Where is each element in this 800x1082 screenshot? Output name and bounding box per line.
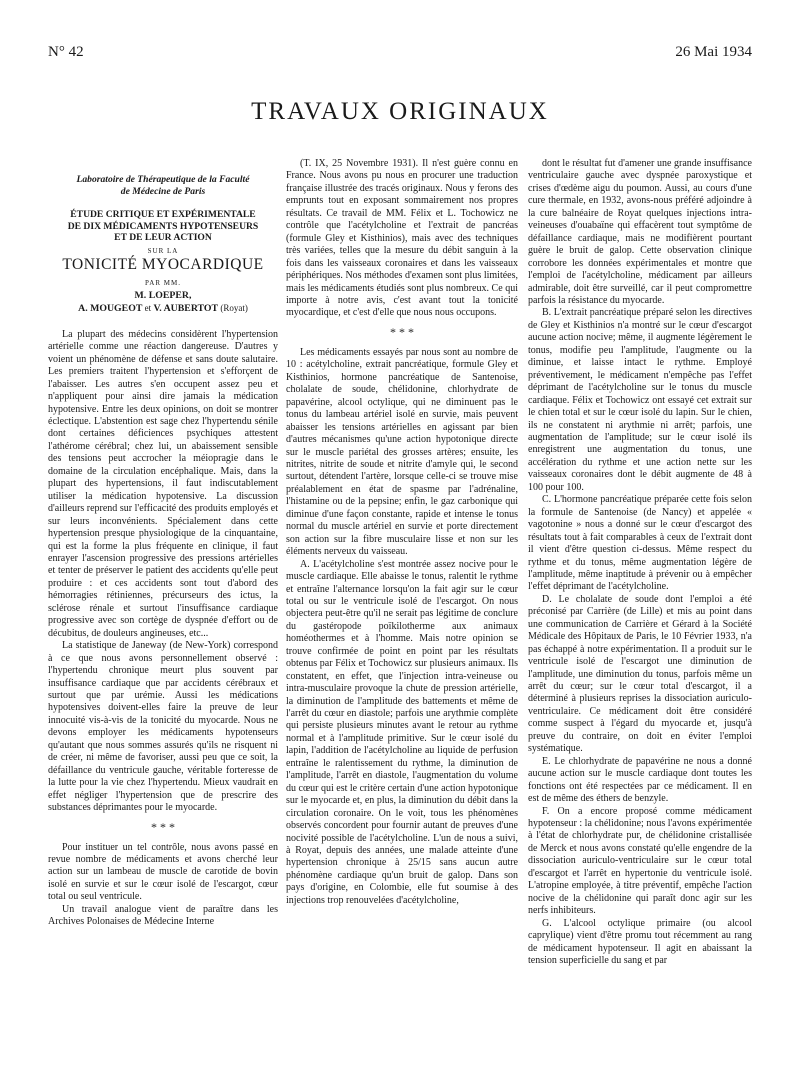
paragraph: G. L'alcool octylique primaire (ou alcool caprylique) vient d'être promu tout récemment au rang de médicament hypotenseur. Il agit en abaissant la tension superficielle du sang et par	[528, 917, 752, 966]
column-2	[286, 158, 518, 1070]
author-mougeot: A. MOUGEOT	[78, 302, 143, 314]
paragraph: A. L'acétylcholine s'est montrée assez nocive pour le muscle cardiaque. Elle abaisse le tonus, ralentit le rythme et entraîne l'alternance lorsqu'on la fait agir sur le cœur total ou sur le ventricule isolé de l'escargot. On nous objectera peut-être qu'il ne serait pas légitime de conclure du gastéropode poïkilotherme aux animaux homéothermes et à l'homme. Mais notre opinion se trouve confirmée de point en point par les résultats obtenus par Félix et Tochowicz sur plusieurs animaux. Ils constatent, en effet, que l'injection intra-veineuse ou intra-musculaire provoque la chute de pression artérielle, la diminution de l'amplitude des battements et même de l'arrêt du cœur en diastole; parfois une arythmie complète qui persiste plusieurs minutes avant le retour au rythme normal et à l'amplitude primitive. Sur le cœur isolé du lapin, l'addition de l'acétylcholine au liquide de perfusion entraîne le ralentissement du rythme, la diminution de l'amplitude, l'arrêt en diastole, l'augmentation du volume du cœur qui est le critère certain d'une action hypotonique sur le myocarde et, en plus, la diminution du débit dans la circulation coronaire. On le voit, tous les phénomènes observés concordent pour fournir autant de preuves d'une nocivité possible de l'acétylcholine. L'un de nous a suivi, à Royat, depuis des années, une malade atteinte d'une hypertension chronique à 25/15 sans aucun autre phénomène cardiaque qu'un bruit de galop. Dans son pays d'origine, en Colombie, elle fut soumise à des injections trop renouvelées d'acétylcholine,	[286, 558, 518, 906]
paragraph: Un travail analogue vient de paraître dans les Archives Polonaises de Médecine Interne	[48, 903, 278, 928]
issue-date: 26 Mai 1934	[675, 44, 752, 60]
paragraph: dont le résultat fut d'amener une grande insuffisance ventriculaire gauche avec dyspnée paroxystique et crises d'œdème aigu du poumon. Aussi, au cours d'une cure thermale, en 1932, avons-nous préféré adjoindre à la cure balnéaire de Royat quelques injections intra-veineuses d'ouabaïne qui effacèrent tout symptôme de défaillance cardiaque, mais ne modifièrent pourtant guère le bruit de galop. Cette observation clinique corrobore les données expérimentales et montre que l'emploi de l'acétylcholine, médicament par ailleurs admirable, doit être surveillé, car il peut compromettre parfois la résistance du myocarde.	[528, 158, 752, 306]
column-3	[528, 158, 752, 1070]
author-aubertot: V. AUBERTOT	[153, 302, 218, 314]
section-separator: * * *	[151, 819, 175, 834]
paragraph: F. On a encore proposé comme médicament hypotenseur : la chélidonine; nous l'avons expérimentée à l'état de chlorhydrate pur, de chélidonine cristallisée de Merck et nous avons constaté qu'elle engendre de la dissociation auriculo-ventriculaire sur le cœur total d'escargot et l'arrêt en hypertonie du ventricule isolé. L'atropine employée, à titre préventif, empêche l'action nocive de la chélidonine qui paraît donc agir sur les nerfs inhibiteurs.	[528, 805, 752, 917]
article-title-sur-la: SUR LA	[147, 246, 179, 255]
lab-line-1: Laboratoire de Thérapeutique de la Faculté	[76, 174, 250, 185]
article-title-main: TONICITÉ MYOCARDIQUE	[62, 255, 264, 273]
article-title-line-1: ÉTUDE CRITIQUE ET EXPÉRIMENTALE	[70, 209, 256, 220]
article-title-line-3: ET DE LEUR ACTION	[114, 232, 212, 243]
section-separator: * * *	[390, 324, 414, 339]
author-line-2	[48, 302, 278, 315]
article-title-line-2: DE DIX MÉDICAMENTS HYPOTENSEURS	[67, 220, 259, 232]
paragraph: La plupart des médecins considèrent l'hypertension artérielle comme une réaction dangereuse. D'autres y voient un phénomène de défense et sans doute salutaire. Les premiers traitent l'hypertension et s'efforçent de l'abaisser. Les autres s'en occupent assez peu et n'appliquent pour ainsi dire jamais la médication hypotensive. Entre les deux opinions, on doit se montrer éclectique. L'abstention est sage chez l'hypertendu sénile dont certaines déficiences psychiques attestent l'athérome cérébral; chez lui, un abaissement sensible des tensions peut accrocher la méiopragie dans le domaine de la circulation encéphalique. Mais, dans la plupart des hypertensions, il faut indiscutablement utiliser la médication hypotensive. La discussion d'ailleurs reprend sur l'efficacité des produits employés et sur leurs inconvénients. Spécialement dans cette hypertension presque physiologique de la cinquantaine, qui est la forme la plus fréquente en clinique, il faut enrayer l'ascension progressive des pressions artérielles et tenter de préserver le patient des accidents qu'elle peut produire : et ces accidents sont tout d'abord des hémorragies rétiniennes, précurseurs des ictus, la sclérose rénale et surtout l'insuffisance cardiaque progressive avec son cortège de dyspnée d'effort ou de décubitus, de douleurs angineuses, etc...	[48, 328, 278, 639]
paragraph: Les médicaments essayés par nous sont au nombre de 10 : acétylcholine, extrait pancréatique, formule Gley et Kisthinios, hormone pancréatique de Santenoise, cholalate de soude, chélidonine, chlorhydrate de papavérine, alcool octylique, qui ne diminuent pas le tonus du lambeau artériel isolé en survie, mais peuvent abaisser les tensions artérielles en agissant par bien d'autres mécanismes qu'une action hypotonique directe sur le muscle pariétal des grosses artères; ensuite, les nitrites, nitrite de soude et nitrite d'amyle qui, le second surtout, détendent l'artère, lorsque celle-ci se trouve mise préalablement en état de spasme par l'adrénaline, l'histamine ou de la pepsine; enfin, le gaz carbonique qui diminue d'une façon constante, rapide et intense le tonus normal du muscle artériel en survie et porte directement son action sur la fibre musculaire lisse et non sur les éléments nerveux du vaisseau.	[286, 346, 518, 558]
paragraph: D. Le cholalate de soude dont l'emploi a été préconisé par Carrière (de Lille) et mis au point dans une communication de Carrière et Gérard à la Société Médicale des Hôpitaux de Paris, le 10 Février 1933, n'a pas échappé à notre expérimentation. Il a produit sur le ventricule isolé de l'escargot une diminution de l'amplitude, une diminution du tonus, parfois même un arrêt du cœur; sur le cœur total d'escargot, il a déterminé à plusieurs reprises la dissociation auriculo-ventriculaire. Ce médicament doit être considéré comme suspect à l'égard du myocarde et, jusqu'à preuve du contraire, on doit en éviter l'emploi systématique.	[528, 593, 752, 755]
column-1	[48, 158, 278, 1070]
laboratory-affiliation	[48, 174, 278, 197]
paragraph: B. L'extrait pancréatique préparé selon les directives de Gley et Kisthinios n'a montré sur le cœur d'escargot aucune action nocive; même, il augmente légèrement le tonus, modifie peu l'amplitude, l'augmente ou la diminue, et laisse intact le rythme. Employé préventivement, le médicament n'empêche pas l'effet déprimant de l'acétylcholine sur le tonus du muscle cardiaque. Félix et Tochowicz ont essayé cet extrait sur le chien total et sur le cœur isolé du lapin. Sur le chien, ils ne constatent ni arythmie ni arrêt; parfois, une augmentation de l'amplitude; sur le cœur isolé ils enregistrent une augmentation du tonus, une accélération du rythme et une action nette sur les vaisseaux coronaires dont le débit augmente de 48 à 100 pour 100.	[528, 307, 752, 493]
section-title: TRAVAUX ORIGINAUX	[251, 98, 549, 125]
paragraph: La statistique de Janeway (de New-York) correspond à ce que nous avons personnellement observé : l'hypertendu chronique meurt plus souvent par insuffisance cardiaque que par accidents cérébraux et surtout que par urémie. Aussi les médications hypotensives doivent-elles faire la preuve de leur innocuité vis-à-vis de la tonicité du myocarde. Nous ne devons employer les médicaments hypotenseurs qu'autant que nous sommes assurés qu'ils ne risquent ni de créer, ni même de favoriser, aussi peu que ce soit, la défaillance du ventricule gauche, véritable forteresse de la lutte pour la vie chez l'hypertendu. Mieux vaudrait en effet négliger l'hypertension que de prescrire des substances déprimantes pour le myocarde.	[48, 640, 278, 814]
author-line-1: M. LOEPER,	[134, 289, 192, 301]
paragraph: (T. IX, 25 Novembre 1931). Il n'est guère connu en France. Nous avons pu nous en procurer une traduction française illustrée des tracés originaux. Nous y ferons des emprunts tout en exposant sommairement nos propres résultats. Ce travail de MM. Félix et L. Tochowicz ne contrôle que l'acétylcholine et l'extrait de pancréas (formule Gley et Kisthinios), mais avec des techniques très variées, telles que la mesure du débit sanguin à la fois dans les vaisseaux coronaires et dans les vaisseaux périphériques. Nos méthodes d'examen sont plus limitées, mais les médicaments étudiés sont plus nombreux. Ce qui importe à notre avis, c'est avant tout la tonicité myocardique, et c'est d'elle que nous nous occupons.	[286, 158, 518, 319]
lab-line-2: de Médecine de Paris	[120, 185, 206, 197]
paragraph: C. L'hormone pancréatique préparée cette fois selon la formule de Santenoise (de Nancy) et appelée « vagotonine » nous a donné sur le cœur d'escargot des résultats tout à fait comparables à ceux de l'extrait dont il vient d'être question ci-dessus. Même respect du rythme et du tonus, même augmentation légère de l'amplitude, même inaptitude à prévenir ou à empêcher l'effet déprimant de l'acétylcholine.	[528, 494, 752, 593]
par-mm: PAR MM.	[145, 279, 181, 288]
paragraph: E. Le chlorhydrate de papavérine ne nous a donné aucune action sur le muscle cardiaque dont toutes les fonctions ont été respectées par ce médicament. Il en est de même des éthers de benzyle.	[528, 755, 752, 805]
issue-number: N° 42	[48, 44, 84, 60]
author-et: et	[144, 302, 152, 313]
paragraph: Pour instituer un tel contrôle, nous avons passé en revue nombre de médicaments et avons cherché leur action sur un lambeau de muscle de carotide de bovin isolé en survie et sur le cœur isolé de l'escargot, cœur total ou seul ventricule.	[48, 841, 278, 903]
author-affiliation: (Royat)	[220, 302, 248, 313]
